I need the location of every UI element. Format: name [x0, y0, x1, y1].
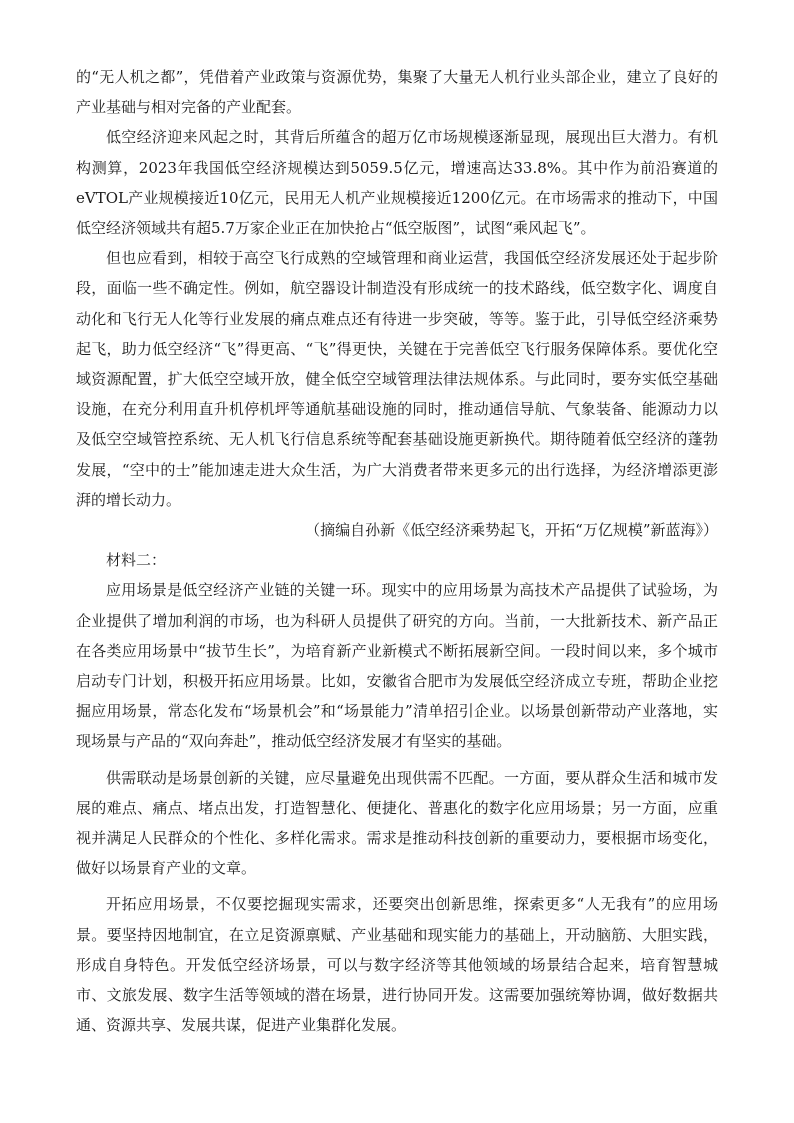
paragraph-challenges: 但也应看到，相较于高空飞行成熟的空域管理和商业运营，我国低空经济发展还处于起步阶段，面临一些不确定性。例如，航空器设计制造没有形成统一的技术路线，低空数字化、调度自动化和飞行无人化等行业发展的痛点难点还有待进一步突破，等等。鉴于此，引导低空经济乘势起飞，助力低空经济“飞”得更高、“飞”得更快，关键在于完善低空飞行服务保障体系。要优化空域资源配置，扩大低空空域开放，健全低空空域管理法律法规体系。与此同时，要夯实低空基础设施，在充分利用直升机停机坪等通航基础设施的同时，推动通信导航、气象装备、能源动力以及低空空域管控系统、无人机飞行信息系统等配套基础设施更新换代。期待随着低空经济的蓬勃发展，“空中的士”能加速走进大众生活，为广大消费者带来更多元的出行选择，为经济增添更澎湃的增长动力。 — [76, 249, 718, 509]
source-citation: （摘编自孙新《低空经济乘势起飞，开拓“万亿规模”新蓝海》） — [305, 521, 718, 540]
paragraph-innovation: 开拓应用场景，不仅要挖掘现实需求，还要突出创新思维，探索更多“人无我有”的应用场景。要坚持因地制宜，在立足资源禀赋、产业基础和现实能力的基础上，开动脑筋、大胆实践，形成自身特色。开发低空经济场景，可以与数字经济等其他领域的场景结合起来，培育智慧城市、文旅发展、数字生活等领域的潜在场景，进行协同开发。这需要加强统筹协调，做好数据共通、资源共享、发展共谋，促进产业集群化发展。 — [76, 895, 718, 1035]
paragraph-market-scale: 低空经济迎来风起之时，其背后所蕴含的超万亿市场规模逐渐显现，展现出巨大潜力。有机构测算，2023年我国低空经济规模达到5059.5亿元，增速高达33.8%。其中作为前沿赛道的eVTOL产业规模接近10亿元，民用无人机产业规模接近1200亿元。在市场需求的推动下，中国低空经济领域共有超5.7万家企业正在加快抢占“低空版图”，试图“乘风起飞”。 — [76, 128, 718, 238]
paragraph-supply-demand: 供需联动是场景创新的关键，应尽量避免出现供需不匹配。一方面，要从群众生活和城市发展的难点、痛点、堵点出发，打造智慧化、便捷化、普惠化的数字化应用场景；另一方面，应重视并满足人民群众的个性化、多样化需求。需求是推动科技创新的重要动力，要根据市场变化，做好以场景育产业的文章。 — [76, 768, 718, 878]
paragraph-application-scenarios: 应用场景是低空经济产业链的关键一环。现实中的应用场景为高技术产品提供了试验场，为企业提供了增加利润的市场，也为科研人员提供了研究的方向。当前，一大批新技术、新产品正在各类应用场景中“拔节生长”，为培育新产业新模式不断拓展新空间。一段时间以来，多个城市启动专门计划，积极开拓应用场景。比如，安徽省合肥市为发展低空经济成立专班，帮助企业挖掘应用场景，常态化发布“场景机会”和“场景能力”清单招引企业。以场景创新带动产业落地，实现场景与产品的“双向奔赴”，推动低空经济发展才有坚实的基础。 — [76, 581, 718, 751]
document-page — [76, 62, 718, 1041]
paragraph-continued: 的“无人机之都”，凭借着产业政策与资源优势，集聚了大量无人机行业头部企业，建立了良好的产业基础与相对完备的产业配套。 — [76, 68, 718, 117]
material-two-heading: 材料二： — [106, 551, 167, 570]
